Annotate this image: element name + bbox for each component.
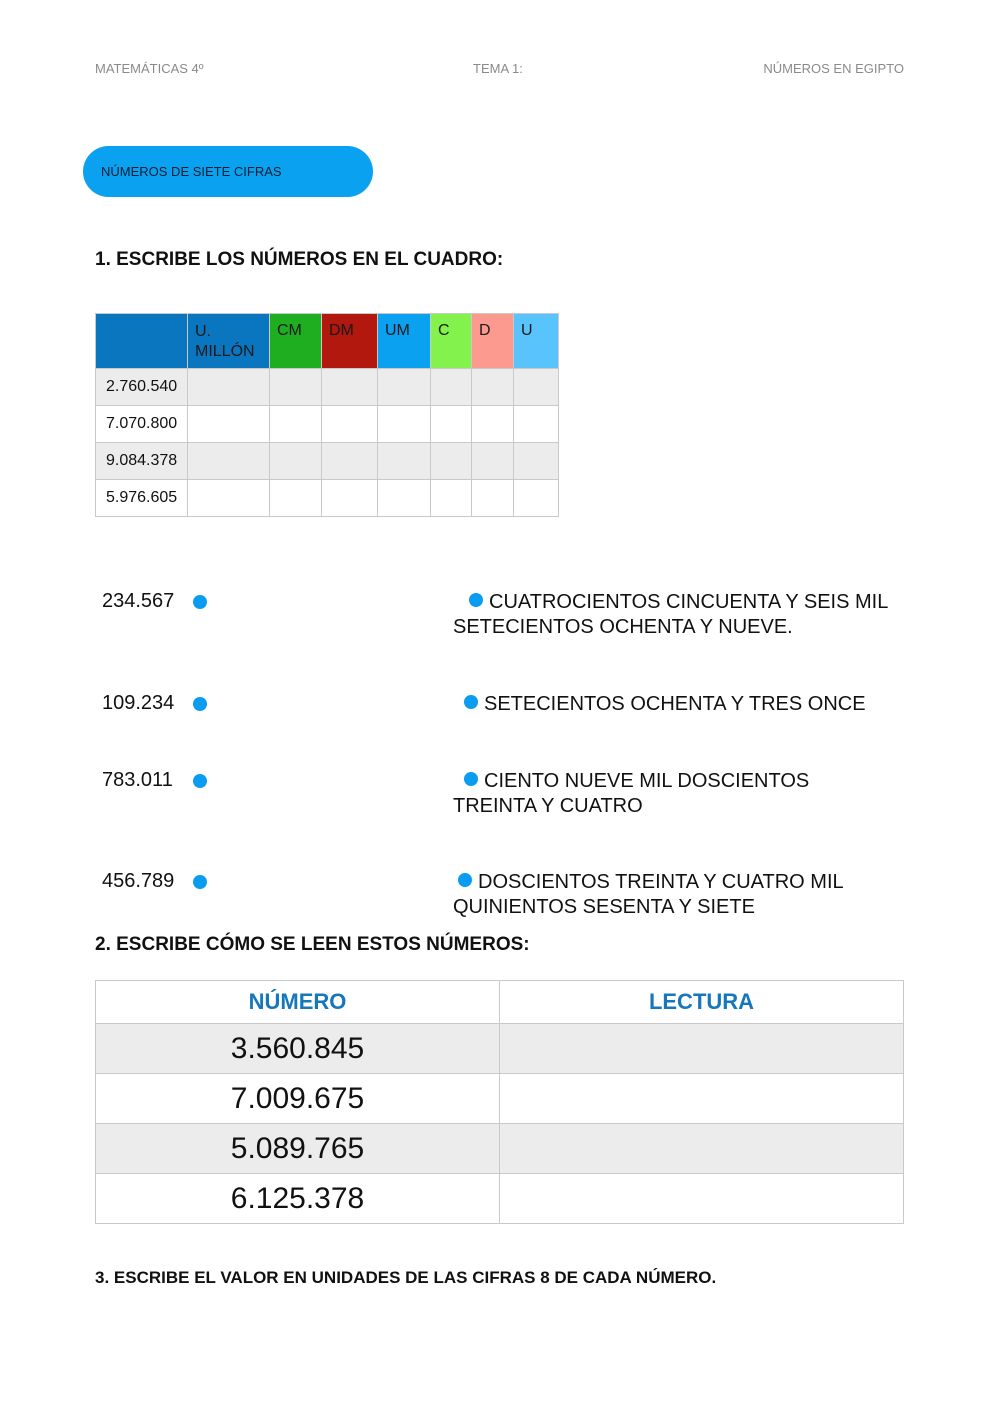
reading-header-number: NÚMERO [96,981,500,1024]
match-text [453,870,893,920]
pv-number: 9.084.378 [96,443,188,480]
header-topic: TEMA 1: [473,61,523,76]
pv-cell[interactable] [322,480,378,517]
reading-answer-cell[interactable] [500,1124,904,1174]
match-text [453,769,853,819]
pv-header-um: UM [378,314,431,369]
match-text-label: SETECIENTOS OCHENTA Y TRES ONCE [484,693,866,715]
header-title: NÚMEROS EN EGIPTO [763,61,904,76]
question-2-title: 2. ESCRIBE CÓMO SE LEEN ESTOS NÚMEROS: [95,934,530,955]
pv-header-millon: U. MILLÓN [188,314,270,369]
pv-cell[interactable] [431,369,472,406]
reading-header-row [96,981,904,1024]
match-text [453,590,903,640]
pv-cell[interactable] [472,406,514,443]
match-dot-left[interactable] [193,595,207,609]
question-1-title: 1. ESCRIBE LOS NÚMEROS EN EL CUADRO: [95,249,504,270]
match-dot-left[interactable] [193,875,207,889]
pv-cell[interactable] [188,480,270,517]
reading-number: 6.125.378 [96,1174,500,1224]
pv-cell[interactable] [270,369,322,406]
pv-cell[interactable] [188,369,270,406]
pv-cell[interactable] [514,443,559,480]
reading-number: 3.560.845 [96,1024,500,1074]
pv-header-d: D [472,314,514,369]
pv-cell[interactable] [322,369,378,406]
pv-number: 7.070.800 [96,406,188,443]
table-row [96,1174,904,1224]
pv-header-c: C [431,314,472,369]
pv-cell[interactable] [472,480,514,517]
table-row [96,1124,904,1174]
question-3-title: 3. ESCRIBE EL VALOR EN UNIDADES DE LAS CIFRAS 8 DE CADA NÚMERO. [95,1268,717,1287]
pv-cell[interactable] [270,406,322,443]
match-text-label: DOSCIENTOS TREINTA Y CUATRO MIL QUINIENTOS SESENTA Y SIETE [453,871,843,918]
table-row [96,443,559,480]
pv-cell[interactable] [514,369,559,406]
pv-cell[interactable] [431,480,472,517]
pv-cell[interactable] [472,369,514,406]
reading-answer-cell[interactable] [500,1024,904,1074]
pv-number: 5.976.605 [96,480,188,517]
header-subject: MATEMÁTICAS 4º [95,61,204,76]
pv-cell[interactable] [322,443,378,480]
match-number: 783.011 [102,769,173,791]
pv-header-u: U [514,314,559,369]
pv-cell[interactable] [270,443,322,480]
pv-header-cm: CM [270,314,322,369]
pv-number: 2.760.540 [96,369,188,406]
pv-cell[interactable] [188,406,270,443]
reading-header-lectura: LECTURA [500,981,904,1024]
pv-cell[interactable] [378,406,431,443]
pv-cell[interactable] [188,443,270,480]
reading-answer-cell[interactable] [500,1174,904,1224]
match-dot-right[interactable] [464,772,478,786]
reading-number: 5.089.765 [96,1124,500,1174]
pv-cell[interactable] [514,480,559,517]
match-dot-right[interactable] [458,873,472,887]
pv-cell[interactable] [378,443,431,480]
table-row [96,406,559,443]
place-value-table [95,313,559,517]
match-dot-right[interactable] [469,593,483,607]
pv-header-blank [96,314,188,369]
pv-cell[interactable] [514,406,559,443]
match-dot-right[interactable] [464,695,478,709]
pv-cell[interactable] [431,406,472,443]
match-text [453,692,903,717]
match-dot-left[interactable] [193,774,207,788]
match-text-label: CIENTO NUEVE MIL DOSCIENTOS TREINTA Y CUATRO [453,770,810,817]
match-number: 456.789 [102,870,175,892]
place-value-header-row [96,314,559,369]
table-row [96,480,559,517]
table-row [96,1074,904,1124]
pv-cell[interactable] [270,480,322,517]
reading-number: 7.009.675 [96,1074,500,1124]
reading-table [95,980,904,1224]
pv-cell[interactable] [378,480,431,517]
pv-cell[interactable] [472,443,514,480]
section-label: NÚMEROS DE SIETE CIFRAS [83,146,373,197]
match-number: 234.567 [102,590,175,612]
match-text-label: CUATROCIENTOS CINCUENTA Y SEIS MIL SETECIENTOS OCHENTA Y NUEVE. [453,591,888,638]
table-row [96,369,559,406]
match-number: 109.234 [102,692,175,714]
reading-answer-cell[interactable] [500,1074,904,1124]
pv-cell[interactable] [378,369,431,406]
pv-cell[interactable] [322,406,378,443]
pv-cell[interactable] [431,443,472,480]
match-dot-left[interactable] [193,697,207,711]
table-row [96,1024,904,1074]
pv-header-dm: DM [322,314,378,369]
